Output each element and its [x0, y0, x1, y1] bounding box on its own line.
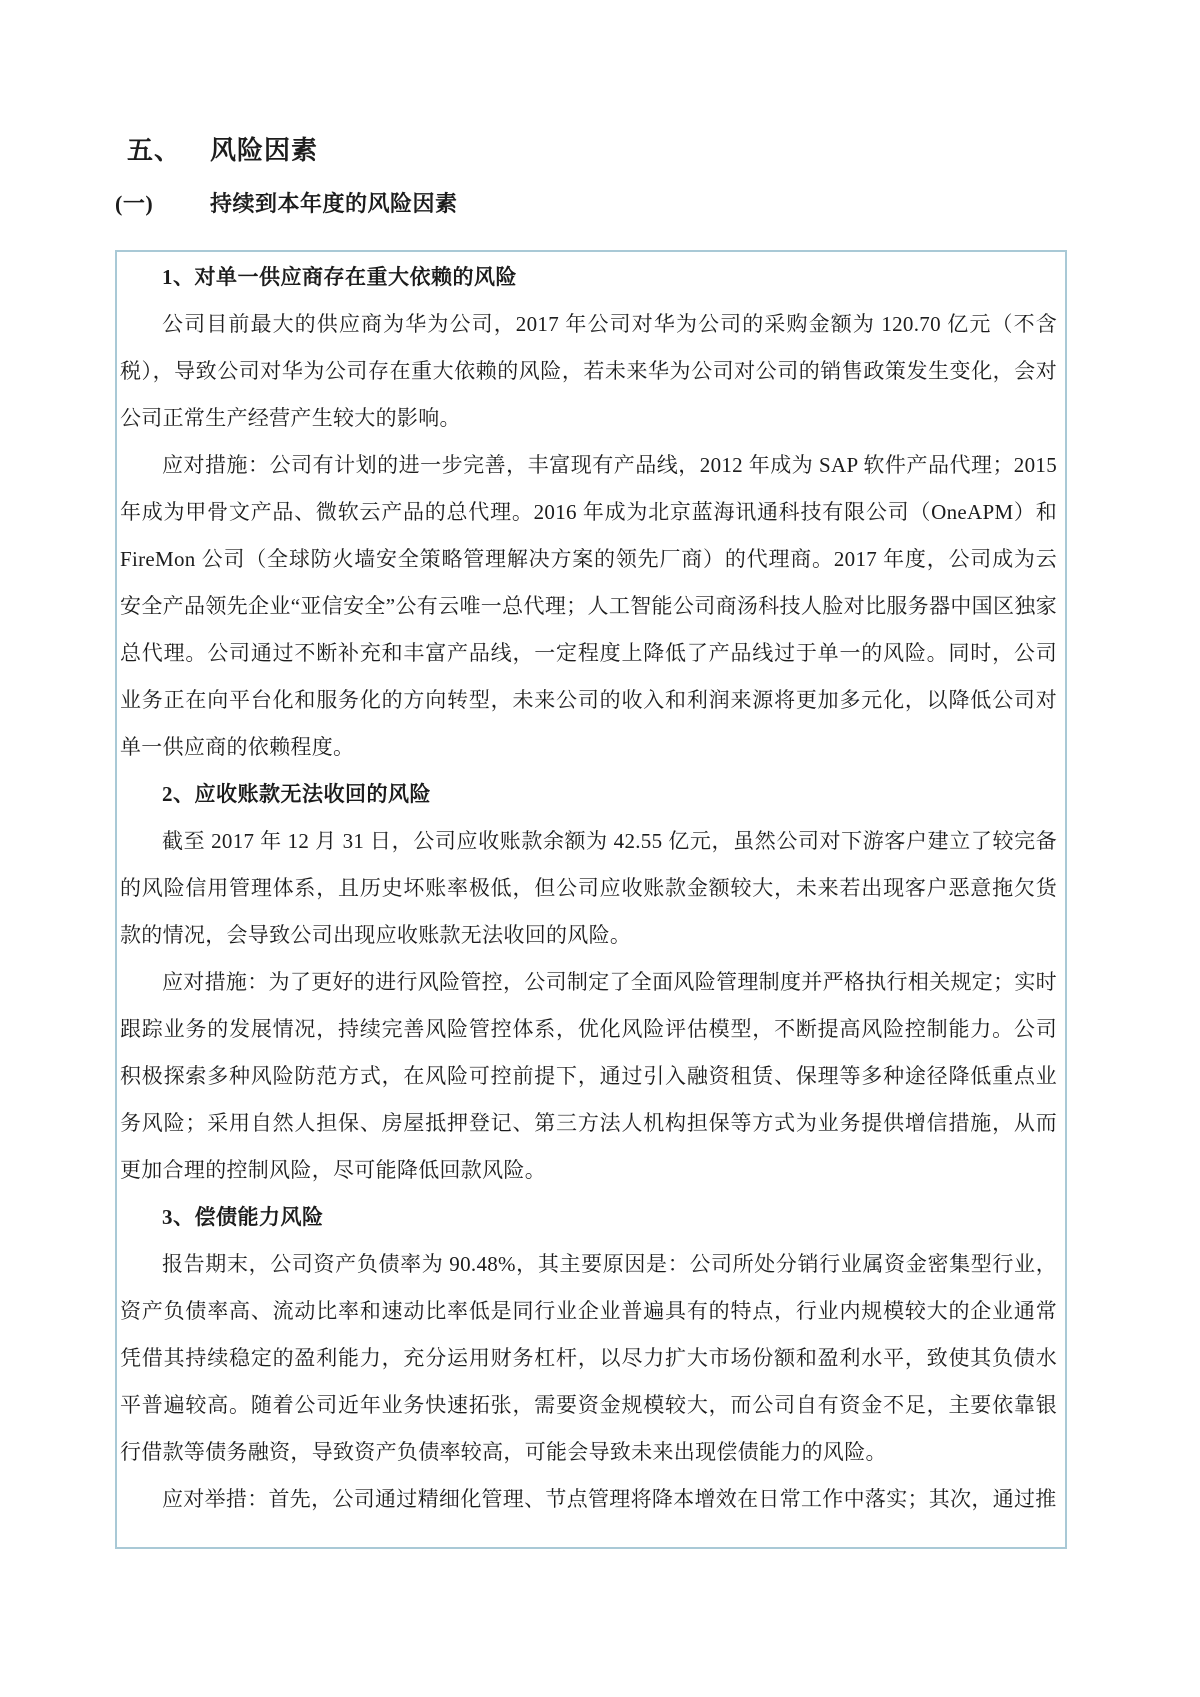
- section-number: 五、: [127, 136, 182, 165]
- risk-3-heading: 3、偿债能力风险: [162, 1205, 324, 1229]
- risk-2-paragraph-1: 截至 2017 年 12 月 31 日，公司应收账款余额为 42.55 亿元，虽然公司对下游客户建立了较完备的风险信用管理体系，且历史坏账率极低，但公司应收账款金额较大，未来若出现客户恶意拖欠货款的情况，会导致公司出现应收账款无法收回的风险。: [120, 829, 1057, 947]
- section-heading: [115, 130, 1077, 167]
- subsection-heading: [115, 187, 1077, 218]
- risk-3-paragraph-2: 应对举措：首先，公司通过精细化管理、节点管理将降本增效在日常工作中落实；其次，通过推: [162, 1487, 1057, 1511]
- risk-2-paragraph-2: 应对措施：为了更好的进行风险管控，公司制定了全面风险管理制度并严格执行相关规定；实时跟踪业务的发展情况，持续完善风险管控体系，优化风险评估模型，不断提高风险控制能力。公司积极探索多种风险防范方式，在风险可控前提下，通过引入融资租赁、保理等多种途径降低重点业务风险；采用自然人担保、房屋抵押登记、第三方法人机构担保等方式为业务提供增信措施，从而更加合理的控制风险，尽可能降低回款风险。: [120, 970, 1057, 1182]
- risk-1-paragraph-2: 应对措施：公司有计划的进一步完善，丰富现有产品线，2012 年成为 SAP 软件产品代理；2015 年成为甲骨文产品、微软云产品的总代理。2016 年成为北京蓝海讯通科技有限公司（OneAPM）和 FireMon 公司（全球防火墙安全策略管理解决方案的领先厂商）的代理商。2017 年度，公司成为云安全产品领先企业“亚信安全”公有云唯一总代理；人工智能公司商汤科技人脸对比服务器中国区独家总代理。公司通过不断补充和丰富产品线，一定程度上降低了产品线过于单一的风险。同时，公司业务正在向平台化和服务化的方向转型，未来公司的收入和利润来源将更加多元化，以降低公司对单一供应商的依赖程度。: [120, 453, 1057, 759]
- risk-1-heading: 1、对单一供应商存在重大依赖的风险: [162, 265, 517, 289]
- risk-1-paragraph-1: 公司目前最大的供应商为华为公司，2017 年公司对华为公司的采购金额为 120.70 亿元（不含税），导致公司对华为公司存在重大依赖的风险，若未来华为公司对公司的销售政策发生变化，会对公司正常生产经营产生较大的影响。: [120, 312, 1057, 430]
- risk-2-heading: 2、应收账款无法收回的风险: [162, 782, 431, 806]
- subsection-title: 持续到本年度的风险因素: [210, 191, 458, 216]
- risk-factors-box: [115, 250, 1067, 1549]
- subsection-number: (一): [115, 191, 154, 216]
- risk-3-paragraph-1: 报告期末，公司资产负债率为 90.48%，其主要原因是：公司所处分销行业属资金密集型行业，资产负债率高、流动比率和速动比率低是同行业企业普遍具有的特点，行业内规模较大的企业通常凭借其持续稳定的盈利能力，充分运用财务杠杆，以尽力扩大市场份额和盈利水平，致使其负债水平普遍较高。随着公司近年业务快速拓张，需要资金规模较大，而公司自有资金不足，主要依靠银行借款等债务融资，导致资产负债率较高，可能会导致未来出现偿债能力的风险。: [120, 1252, 1057, 1464]
- section-title: 风险因素: [210, 136, 319, 165]
